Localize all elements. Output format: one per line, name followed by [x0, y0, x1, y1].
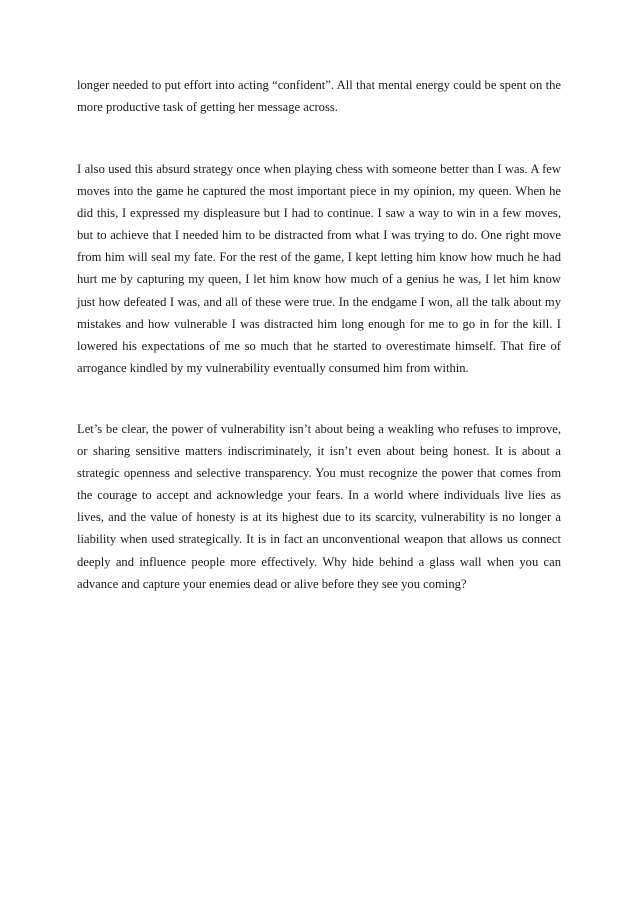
- paragraph-power-of-vulnerability: Let’s be clear, the power of vulnerability isn’t about being a weakling who refuses to improve, or sharing sensitive matters indiscriminately, it isn’t even about being honest. It is about a strategic openness and selective transparency. You must recognize the power that comes from the courage to accept and acknowledge your fears. In a world where individuals live lies as lives, and the value of honesty is at its highest due to its scarcity, vulnerability is no longer a liability when used strategically. It is in fact an unconventional weapon that allows us connect deeply and influence people more effectively. Why hide behind a glass wall when you can advance and capture your enemies dead or alive before they see you coming?: [77, 422, 561, 591]
- paragraph-chess-strategy: I also used this absurd strategy once when playing chess with someone better than I was. A few moves into the game he captured the most important piece in my opinion, my queen. When he did this, I expressed my displeasure but I had to continue. I saw a way to win in a few moves, but to achieve that I needed him to be distracted from what I was trying to do. One right move from him will seal my fate. For the rest of the game, I kept letting him know how much he had hurt me by capturing my queen, I let him know how much of a genius he was, I let him know just how defeated I was, and all of these were true. In the endgame I won, all the talk about my mistakes and how vulnerable I was distracted him long enough for me to go in for the kill. I lowered his expectations of me so much that he started to overestimate himself. That fire of arrogance kindled by my vulnerability eventually consumed him from within.: [77, 162, 561, 375]
- paragraph-confident-acting: longer needed to put effort into acting “confident”. All that mental energy could be spent on the more productive task of getting her message across.: [77, 78, 561, 115]
